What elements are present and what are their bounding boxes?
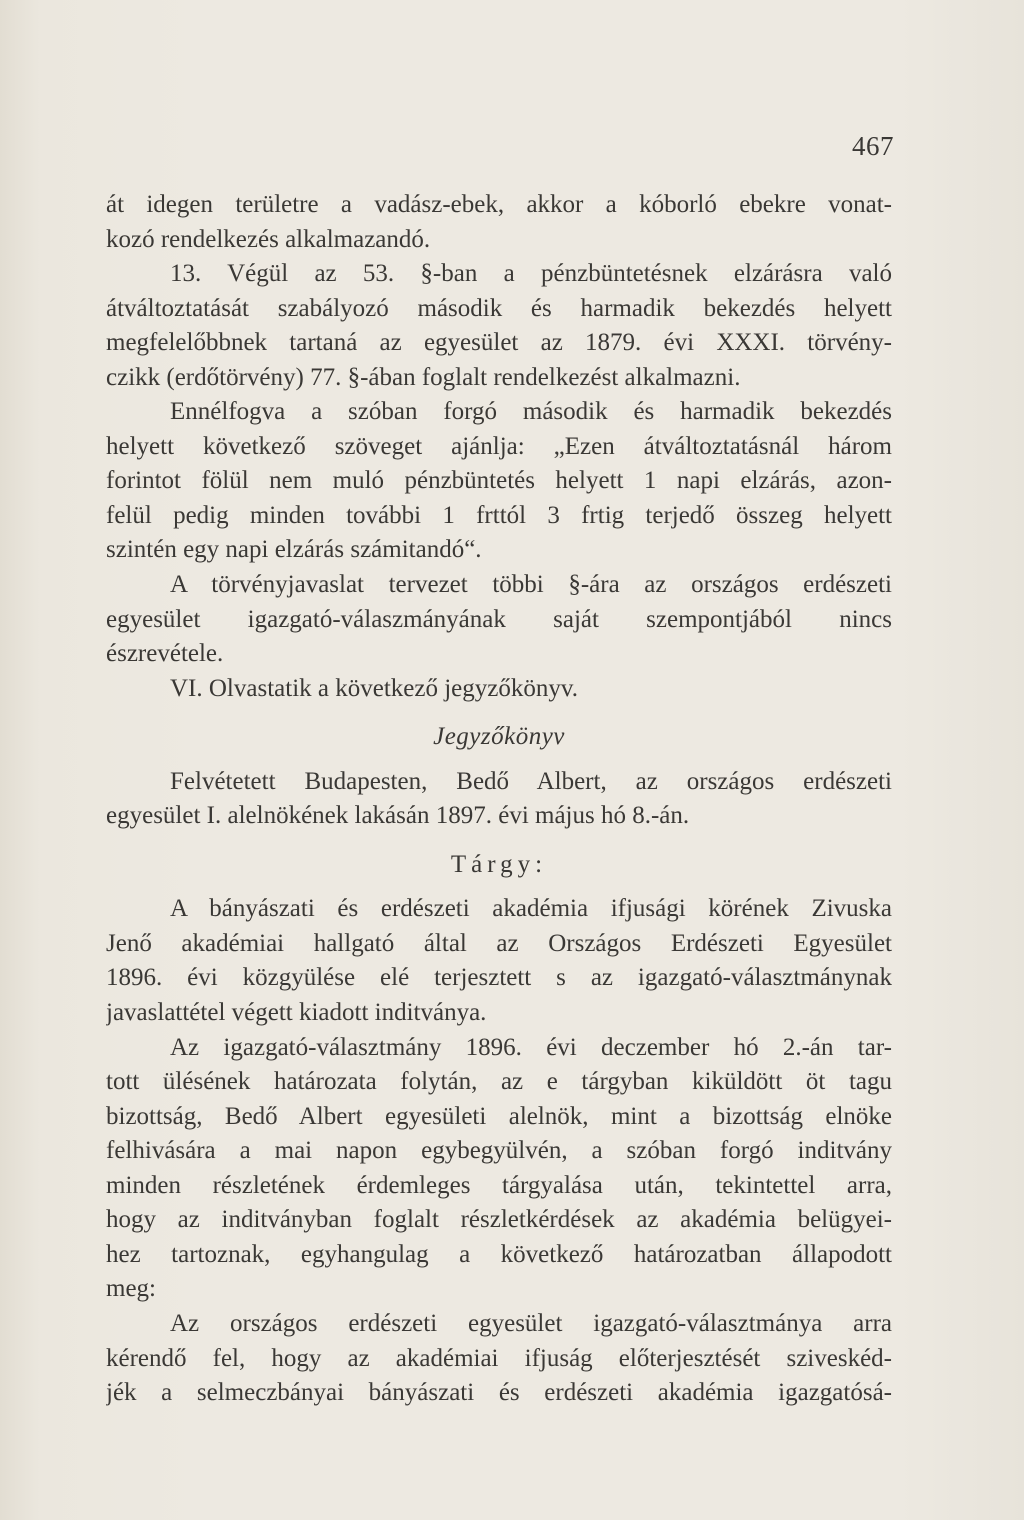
paragraph-first-line: 13. Végül az 53. §-ban a pénzbüntetésnek elzárásra való (170, 260, 892, 288)
text-line: 1896. évi közgyülése elé terjesztett s az igazgató-választmánynak (106, 964, 892, 992)
text-line: minden részletének érdemleges tárgyalása után, tekintettel arra, (106, 1171, 892, 1199)
text-line: észrevétele. (106, 640, 224, 668)
paragraph-first-line: A bányászati és erdészeti akadémia ifjusági körének Zivuska (170, 895, 892, 923)
text-line: tott ülésének határozata folytán, az e tárgyban kiküldött öt tagu (106, 1068, 892, 1096)
text-line: hogy az inditványban foglalt részletkérdések az akadémia belügyei- (106, 1206, 892, 1234)
section-title: Jegyzőkönyv (433, 723, 565, 751)
body-text (106, 188, 892, 1411)
text-line: felül pedig minden további 1 frttól 3 frtig terjedő összeg helyett (106, 501, 892, 529)
paragraph-first-line: Az országos erdészeti egyesület igazgató-választmánya arra (170, 1309, 892, 1337)
text-line: szintén egy napi elzárás számitandó“. (106, 536, 482, 564)
text-line: helyett következő szöveget ajánlja: „Ezen átváltoztatásnál három (106, 432, 892, 460)
text-line: meg: (106, 1275, 156, 1303)
text-line: javaslattétel végett kiadott inditványa. (106, 999, 487, 1027)
paragraph-first-line: VI. Olvastatik a következő jegyzőkönyv. (170, 674, 578, 702)
text-line: kozó rendelkezés alkalmazandó. (106, 225, 431, 253)
text-line: felhivására a mai napon egybegyülvén, a szóban forgó inditvány (106, 1137, 892, 1165)
text-line: át idegen területre a vadász-ebek, akkor a kóborló ebekre vonat- (106, 191, 892, 218)
text-line: czikk (erdőtörvény) 77. §-ában foglalt rendelkezést alkalmazni. (106, 363, 741, 391)
paragraph-first-line: Felvétetett Budapesten, Bedő Albert, az országos erdészeti (170, 767, 892, 795)
text-line: egyesület I. alelnökének lakásán 1897. évi május hó 8.-án. (106, 802, 690, 830)
paragraph-first-line: Ennélfogva a szóban forgó második és harmadik bekezdés (170, 398, 892, 426)
paragraph-first-line: Az igazgató-választmány 1896. évi deczember hó 2.-án tar- (170, 1033, 892, 1061)
text-line: hez tartoznak, egyhangulag a következő határozatban állapodott (106, 1240, 892, 1268)
text-line: Jenő akadémiai hallgató által az Országos Erdészeti Egyesület (106, 929, 892, 957)
subject-heading: Tárgy: (450, 850, 548, 878)
text-line: jék a selmeczbányai bányászati és erdészeti akadémia igazgatósá- (106, 1379, 892, 1407)
text-line: kérendő fel, hogy az akadémiai ifjuság előterjesztését sziveskéd- (106, 1344, 892, 1372)
page-number: 467 (852, 131, 894, 161)
text-line: egyesület igazgató-válaszmányának saját szempontjából nincs (106, 605, 892, 633)
text-line: forintot fölül nem muló pénzbüntetés helyett 1 napi elzárás, azon- (106, 467, 892, 495)
paragraph-first-line: A törvényjavaslat tervezet többi §-ára az országos erdészeti (170, 571, 892, 599)
text-line: megfelelőbbnek tartaná az egyesület az 1879. évi XXXI. törvény- (106, 329, 892, 357)
text-line: bizottság, Bedő Albert egyesületi alelnök, mint a bizottság elnöke (106, 1102, 892, 1130)
text-line: átváltoztatását szabályozó második és harmadik bekezdés helyett (106, 294, 892, 322)
